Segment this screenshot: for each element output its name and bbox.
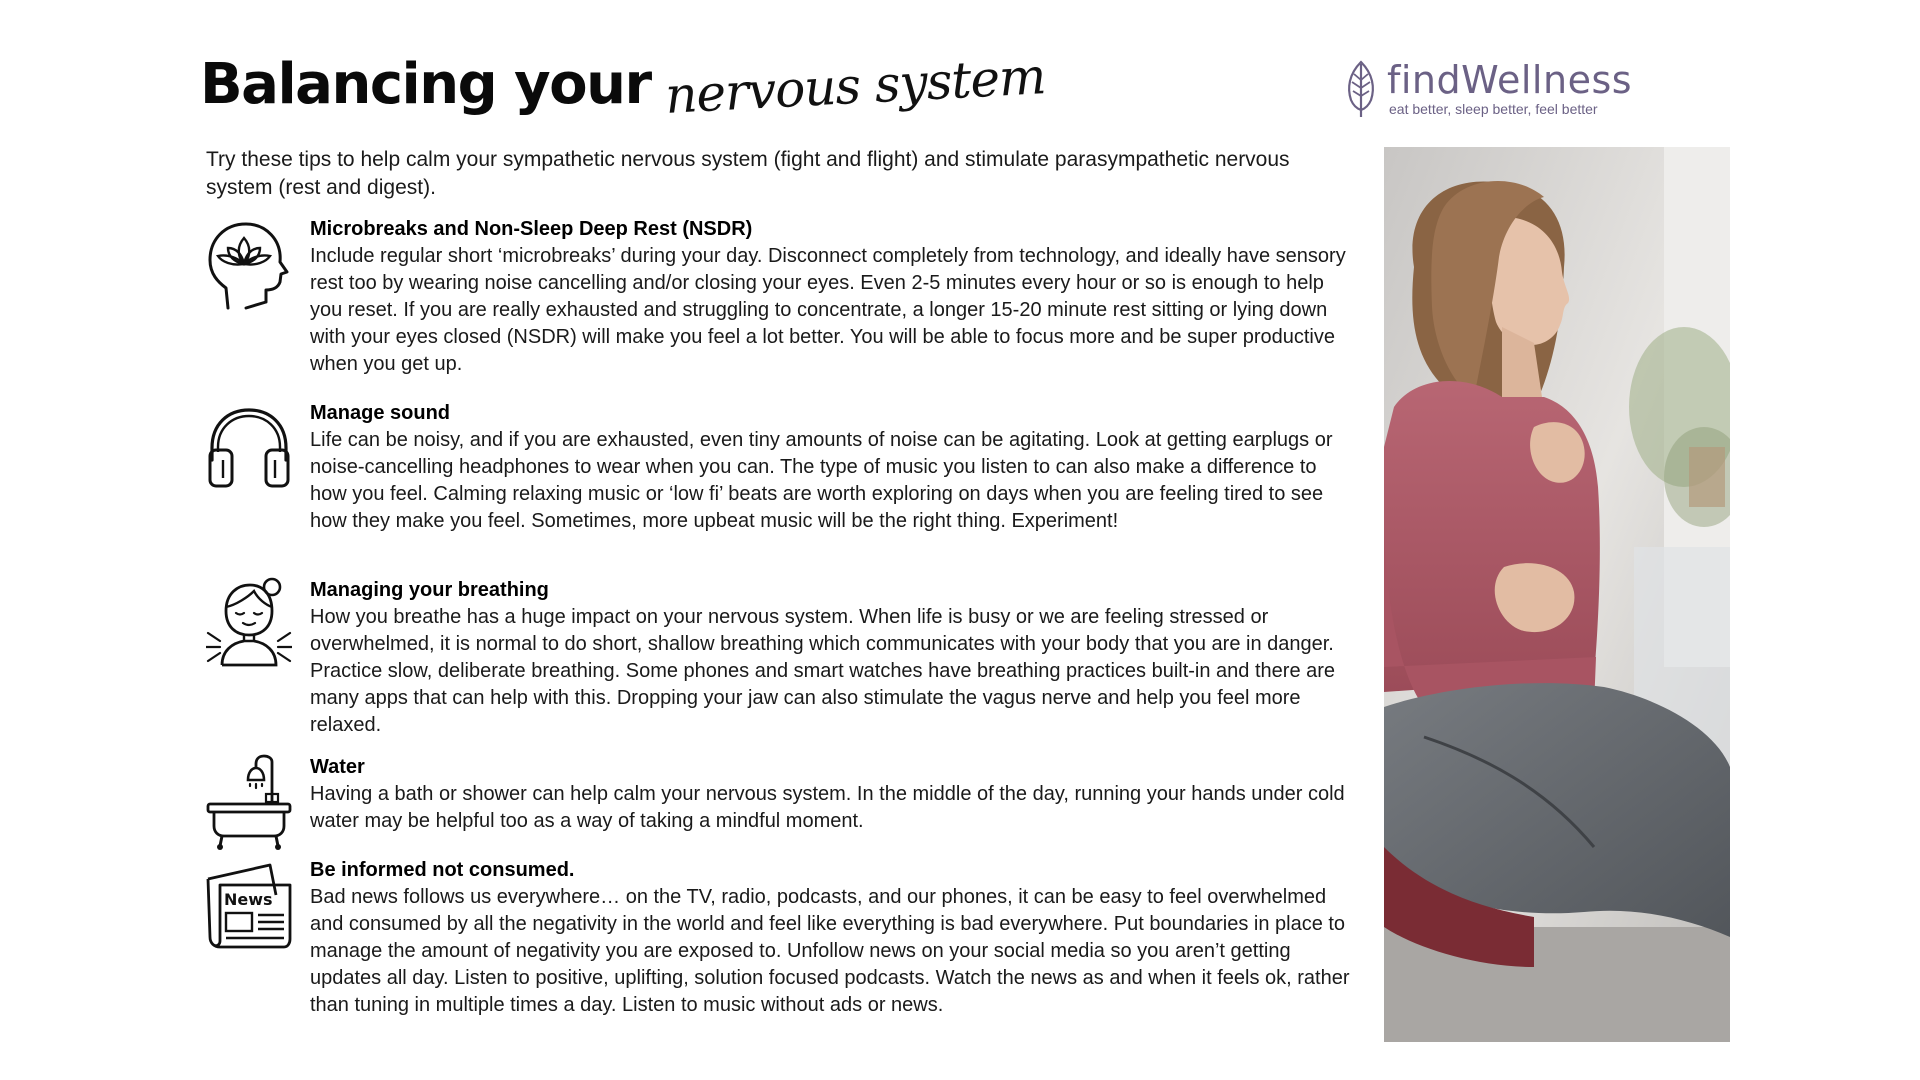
section-text: Bad news follows us everywhere… on the TV, radio, podcasts, and our phones, it can be easy to feel overwhelmed and consumed by all the negativity in the world and feel like everything is bad everywhere. Put boundaries in place to manage the amount of negativity you are exposed to. Unfollow news on your social media so you aren’t getting updates all day. Listen to positive, uplifting, solution focused podcasts. Watch the news as and when it feels ok, rather than tuning in multiple times a day. Listen to music without ads or news. (310, 886, 1350, 1016)
section-text: Include regular short ‘microbreaks’ during your day. Disconnect completely from technology, and ideally have sensory rest too by wearing noise cancelling and/or closing your eyes. Even 2-5 minutes every hour or so is enough to help you reset. If you are really exhausted and struggling to concentrate, a longer 15-20 minute rest sitting or lying down with your eyes closed (NSDR) will make you feel a lot better. You will be able to focus more and be super productive when you get up. (310, 245, 1346, 375)
section-title: Be informed not consumed. (310, 859, 575, 881)
section-text: Having a bath or shower can help calm your nervous system. In the middle of the day, running your hands under cold water may be helpful too as a way of taking a mindful moment. (310, 783, 1345, 832)
page-title (200, 47, 1047, 142)
leaf-icon (1345, 60, 1377, 118)
brand-logo (1345, 58, 1635, 122)
title-script-text: nervous system (663, 47, 1047, 125)
newspaper-icon (206, 857, 292, 957)
meditating-woman-photo (1384, 147, 1730, 1042)
section-text: Life can be noisy, and if you are exhausted, even tiny amounts of noise can be agitating. Look at getting earplugs or noise-cancelling headphones to wear when you can. The type of music you listen to can also make a difference to how you feel. Calming relaxing music or ‘low fi’ beats are worth exploring on days when you are feeling tired to see how they make you feel. Sometimes, more upbeat music will be the right thing. Experiment! (310, 429, 1333, 532)
logo-tagline: eat better, sleep better, feel better (1389, 101, 1598, 117)
logo-name: findWellness (1387, 58, 1633, 102)
newspaper-label: News (224, 890, 273, 909)
breathing-person-icon (206, 577, 292, 677)
section-title: Managing your breathing (310, 579, 549, 601)
bathtub-icon (206, 754, 292, 854)
section-text: How you breathe has a huge impact on your nervous system. When life is busy or we are feeling stressed or overwhelmed, it is normal to do short, shallow breathing which communicates with your body that you are in danger. Practice slow, deliberate breathing. Some phones and smart watches have breathing practices built-in and there are many apps that can help with this. Dropping your jaw can also stimulate the vagus nerve and help you feel more relaxed. (310, 606, 1336, 736)
section-title: Water (310, 756, 365, 778)
title-bold-text: Balancing your (200, 52, 651, 117)
mind-lotus-icon (206, 216, 292, 316)
headphones-icon (206, 400, 292, 500)
intro-text: Try these tips to help calm your sympathetic nervous system (fight and flight) and stimulate parasympathetic nervous system (rest and digest). (206, 148, 1290, 199)
section-title: Microbreaks and Non-Sleep Deep Rest (NSDR) (310, 218, 753, 240)
section-title: Manage sound (310, 402, 451, 424)
